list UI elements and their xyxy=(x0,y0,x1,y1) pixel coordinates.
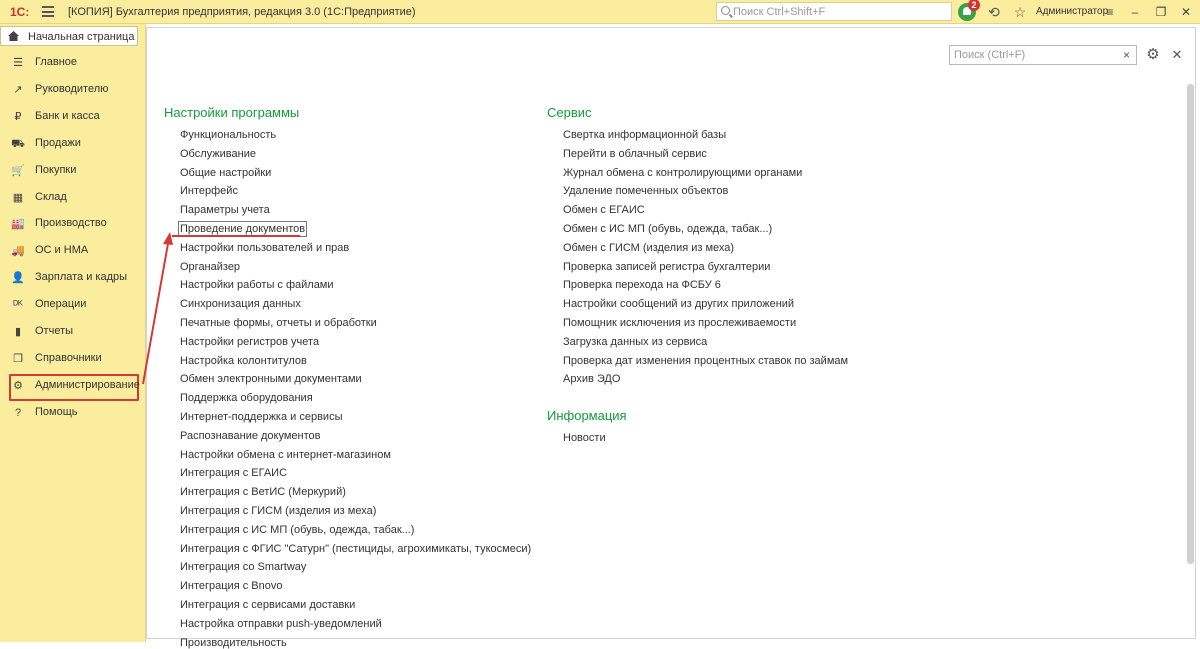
settings-lines-icon[interactable]: ≡ xyxy=(1106,5,1114,19)
bar-chart-icon: ▮ xyxy=(14,326,22,338)
search-icon xyxy=(721,6,730,15)
panel-search-box[interactable] xyxy=(949,45,1137,65)
sidebar-item-label: Продажи xyxy=(35,136,81,149)
service-link[interactable]: Обмен с ГИСМ (изделия из меха) xyxy=(563,241,735,254)
settings-link[interactable]: Настройки работы с файлами xyxy=(180,279,334,292)
service-link[interactable]: Удаление помеченных объектов xyxy=(563,185,729,198)
cart-icon: ⛟ xyxy=(11,137,25,150)
settings-link[interactable]: Интеграция с сервисами доставки xyxy=(180,599,356,611)
sidebar-item-13[interactable] xyxy=(0,399,146,426)
help-icon: ? xyxy=(14,406,22,419)
settings-link[interactable]: Интеграция с ФГИС "Сатурн" (пестициды, агрохимикаты, тукосмеси) xyxy=(180,542,532,555)
sections-sidebar xyxy=(0,24,146,642)
service-link[interactable]: Настройки сообщений из других приложений xyxy=(563,298,795,311)
service-link[interactable]: Помощник исключения из прослеживаемости xyxy=(563,317,797,329)
panel-search-input[interactable] xyxy=(954,48,1124,62)
sidebar-item-label: Склад xyxy=(35,190,67,203)
sidebar-item-6[interactable] xyxy=(0,210,146,237)
settings-link[interactable]: Обслуживание xyxy=(180,147,256,160)
window-close-icon[interactable]: ✕ xyxy=(1180,5,1192,19)
truck-icon: 🚚 xyxy=(11,245,25,258)
settings-link[interactable]: Настройки обмена с интернет-магазином xyxy=(180,448,391,461)
section-title-settings: Настройки программы xyxy=(164,105,300,120)
settings-link[interactable]: Синхронизация данных xyxy=(180,298,301,311)
service-link[interactable]: Проверка записей регистра бухгалтерии xyxy=(563,260,771,273)
home-icon xyxy=(8,31,19,41)
administration-panel xyxy=(146,27,1196,649)
sidebar-item-10[interactable] xyxy=(0,318,146,345)
books-icon: ❒ xyxy=(13,352,23,365)
sidebar-item-3[interactable] xyxy=(0,130,146,157)
service-link[interactable]: Проверка дат изменения процентных ставок по займам xyxy=(563,354,849,367)
settings-link[interactable]: Настройки пользователей и прав xyxy=(180,241,350,254)
minimize-icon[interactable]: ‒ xyxy=(1131,5,1139,19)
ruble-coin-icon: ₽ xyxy=(14,110,22,123)
favorites-star-icon[interactable]: ☆ xyxy=(1013,4,1027,20)
factory-icon: 🏭 xyxy=(11,218,25,231)
sidebar-item-label: Покупки xyxy=(35,163,77,176)
service-link[interactable]: Проверка перехода на ФСБУ 6 xyxy=(563,279,721,292)
sidebar-item-label: Справочники xyxy=(35,351,102,364)
settings-link[interactable]: Интернет-поддержка и сервисы xyxy=(180,411,343,423)
notifications-badge: 2 xyxy=(968,0,980,11)
settings-link[interactable]: Настройки регистров учета xyxy=(180,335,320,348)
gear-icon: ⚙ xyxy=(13,379,23,392)
sidebar-item-1[interactable] xyxy=(0,76,146,103)
settings-link[interactable]: Настройка колонтитулов xyxy=(180,354,307,367)
restore-icon[interactable]: ❐ xyxy=(1155,5,1167,19)
settings-link[interactable]: Интеграция с ГИСМ (изделия из меха) xyxy=(180,505,377,517)
trend-icon: ↗ xyxy=(13,83,23,96)
sidebar-item-label: Главное xyxy=(35,56,78,68)
settings-link[interactable]: Параметры учета xyxy=(180,204,270,217)
settings-link[interactable]: Интеграция со Smartway xyxy=(180,561,307,574)
settings-link[interactable]: Обмен электронными документами xyxy=(180,373,362,386)
section-title-service: Сервис xyxy=(547,105,592,120)
sidebar-item-4[interactable] xyxy=(0,157,146,184)
home-page-tab[interactable] xyxy=(0,26,138,46)
sidebar-item-label: ОС и НМА xyxy=(35,244,89,257)
person-icon: 👤 xyxy=(11,272,25,285)
sidebar-item-5[interactable] xyxy=(0,184,146,211)
sidebar-item-label: Производство xyxy=(35,217,107,230)
info-link[interactable]: Новости xyxy=(563,432,606,444)
sidebar-item-label: Администрирование xyxy=(35,378,140,391)
panel-settings-gear-icon[interactable]: ⚙ xyxy=(1146,46,1160,63)
settings-link[interactable]: Проведение документов xyxy=(180,223,306,235)
service-link[interactable]: Перейти в облачный сервис xyxy=(563,147,707,160)
menu-icon: ☰ xyxy=(13,57,23,69)
settings-link[interactable]: Органайзер xyxy=(180,260,241,273)
sidebar-item-label: Отчеты xyxy=(35,325,74,337)
service-link[interactable]: Обмен с ЕГАИС xyxy=(563,204,645,217)
settings-link[interactable]: Функциональность xyxy=(180,129,277,141)
clear-search-icon[interactable]: × xyxy=(1117,45,1137,65)
global-search-box[interactable] xyxy=(716,2,952,21)
service-link[interactable]: Свертка информационной базы xyxy=(563,129,727,141)
settings-link[interactable]: Интеграция с ЕГАИС xyxy=(180,467,288,480)
current-user[interactable]: Администратор xyxy=(1036,6,1109,17)
sidebar-item-2[interactable] xyxy=(0,103,146,130)
sidebar-item-label: Помощь xyxy=(35,405,78,418)
main-menu-icon[interactable] xyxy=(42,6,54,17)
service-link[interactable]: Загрузка данных из сервиса xyxy=(563,335,708,348)
settings-link[interactable]: Интерфейс xyxy=(180,185,238,198)
sidebar-item-12[interactable] xyxy=(0,372,146,399)
global-search-input[interactable] xyxy=(733,4,947,19)
settings-link[interactable]: Поддержка оборудования xyxy=(180,392,313,405)
settings-link[interactable]: Распознавание документов xyxy=(180,429,321,442)
home-page-label: Начальная страница xyxy=(28,31,135,43)
vertical-scrollbar[interactable] xyxy=(1187,84,1194,564)
debit-credit-icon: ᴰᴷ xyxy=(13,299,23,312)
sidebar-item-label: Банк и касса xyxy=(35,109,100,122)
history-icon[interactable]: ⟲ xyxy=(988,4,1000,20)
service-link[interactable]: Обмен с ИС МП (обувь, одежда, табак...) xyxy=(563,223,773,235)
title-bar xyxy=(0,0,1200,24)
panel-close-icon[interactable]: ✕ xyxy=(1171,47,1183,62)
settings-link[interactable]: Производительность xyxy=(180,636,287,649)
settings-link[interactable]: Интеграция с ИС МП (обувь, одежда, табак...) xyxy=(180,523,415,536)
settings-link[interactable]: Печатные формы, отчеты и обработки xyxy=(180,317,377,329)
warehouse-icon: ▦ xyxy=(12,191,24,204)
settings-link[interactable]: Общие настройки xyxy=(180,166,272,179)
service-link[interactable]: Журнал обмена с контролирующими органами xyxy=(563,166,803,179)
sidebar-item-9[interactable] xyxy=(0,291,146,318)
sidebar-item-label: Руководителю xyxy=(35,82,109,95)
basket-icon: 🛒 xyxy=(11,164,25,177)
settings-link[interactable]: Интеграция с ВетИС (Меркурий) xyxy=(180,486,346,499)
settings-link[interactable]: Интеграция с Bnovo xyxy=(180,580,283,593)
notifications-button[interactable] xyxy=(958,0,977,21)
sidebar-item-label: Зарплата и кадры xyxy=(35,271,128,284)
service-link[interactable]: Архив ЭДО xyxy=(563,373,621,386)
sidebar-item-7[interactable] xyxy=(0,237,146,264)
sidebar-item-0[interactable] xyxy=(0,49,146,76)
sidebar-item-11[interactable] xyxy=(0,345,146,372)
section-title-info: Информация xyxy=(547,408,627,423)
app-title: [КОПИЯ] Бухгалтерия предприятия, редакция 3.0 (1С:Предприятие) xyxy=(68,6,416,18)
sidebar-item-8[interactable] xyxy=(0,264,146,291)
sidebar-item-label: Операции xyxy=(35,298,87,311)
settings-link[interactable]: Настройка отправки push-уведомлений xyxy=(180,617,382,630)
1c-logo: 1С: xyxy=(10,5,30,19)
